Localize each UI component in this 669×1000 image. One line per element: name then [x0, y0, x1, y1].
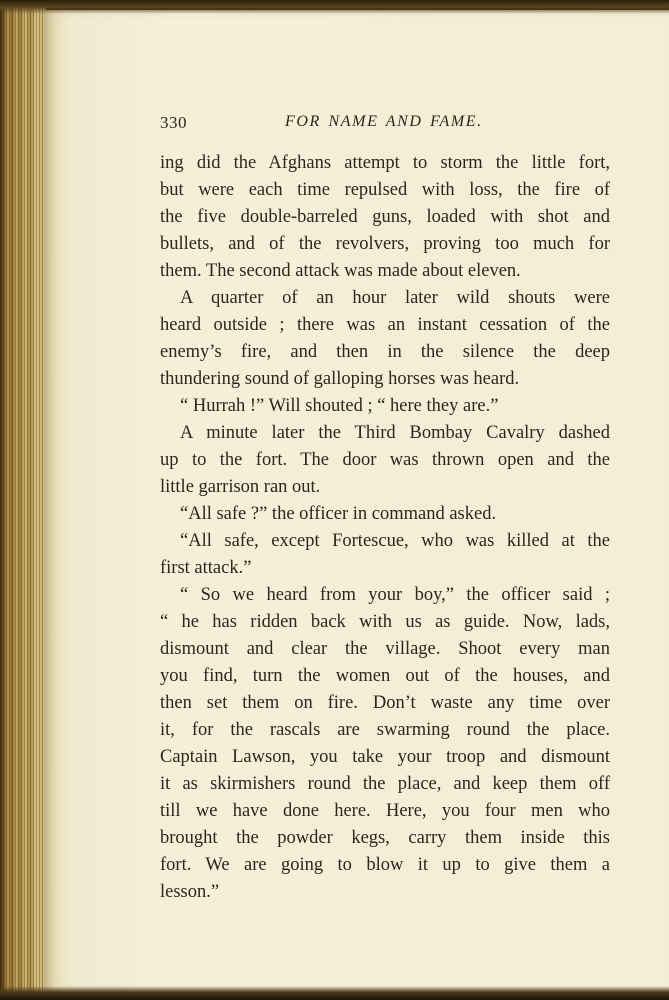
bottom-edge-shadow: [0, 986, 669, 1000]
text-line: “All safe ?” the officer in command asked.: [180, 504, 497, 524]
text-line: bullets, and of the revolvers, proving too much for: [160, 234, 610, 254]
text-line: dismount and clear the village. Shoot every man: [160, 639, 610, 659]
text-line: fort. We are going to blow it up to give them a: [160, 855, 610, 875]
text-line: up to the fort. The door was thrown open and the: [160, 450, 610, 470]
text-line: Captain Lawson, you take your troop and dismount: [160, 747, 610, 767]
text-line: then set them on fire. Don’t waste any time over: [160, 693, 610, 713]
text-line: “ he has ridden back with us as guide. Now, lads,: [160, 612, 610, 632]
text-line: A quarter of an hour later wild shouts were: [180, 288, 610, 308]
running-title: FOR NAME AND FAME.: [285, 113, 483, 130]
text-line: it as skirmishers round the place, and keep them off: [160, 774, 610, 794]
text-line: but were each time repulsed with loss, the fire of: [160, 180, 610, 200]
top-edge-shadow: [0, 0, 669, 14]
text-line: “ Hurrah !” Will shouted ; “ here they are.”: [180, 396, 499, 416]
text-line: it, for the rascals are swarming round the place.: [160, 720, 610, 740]
text-line: the five double-barreled guns, loaded with shot and: [160, 207, 610, 227]
text-line: first attack.”: [160, 558, 252, 578]
text-line: till we have done here. Here, you four men who: [160, 801, 610, 821]
text-line: them. The second attack was made about eleven.: [160, 261, 521, 281]
text-line: little garrison ran out.: [160, 477, 321, 497]
text-line: “ So we heard from your boy,” the officer said ;: [180, 585, 610, 605]
text-line: brought the powder kegs, carry them inside this: [160, 828, 610, 848]
page-edges-texture: [0, 0, 46, 1000]
text-line: heard outside ; there was an instant cessation of the: [160, 315, 610, 335]
text-line: A minute later the Third Bombay Cavalry dashed: [180, 423, 610, 443]
text-line: “All safe, except Fortescue, who was killed at the: [180, 531, 610, 551]
page-header: [160, 113, 610, 135]
text-line: ing did the Afghans attempt to storm the little fort,: [160, 153, 610, 173]
text-line: lesson.”: [160, 882, 220, 902]
text-line: enemy’s fire, and then in the silence the deep: [160, 342, 610, 362]
text-line: you find, turn the women out of the houses, and: [160, 666, 610, 686]
text-line: thundering sound of galloping horses was heard.: [160, 369, 520, 389]
body-text: [160, 150, 610, 906]
page-number: 330: [160, 113, 187, 132]
